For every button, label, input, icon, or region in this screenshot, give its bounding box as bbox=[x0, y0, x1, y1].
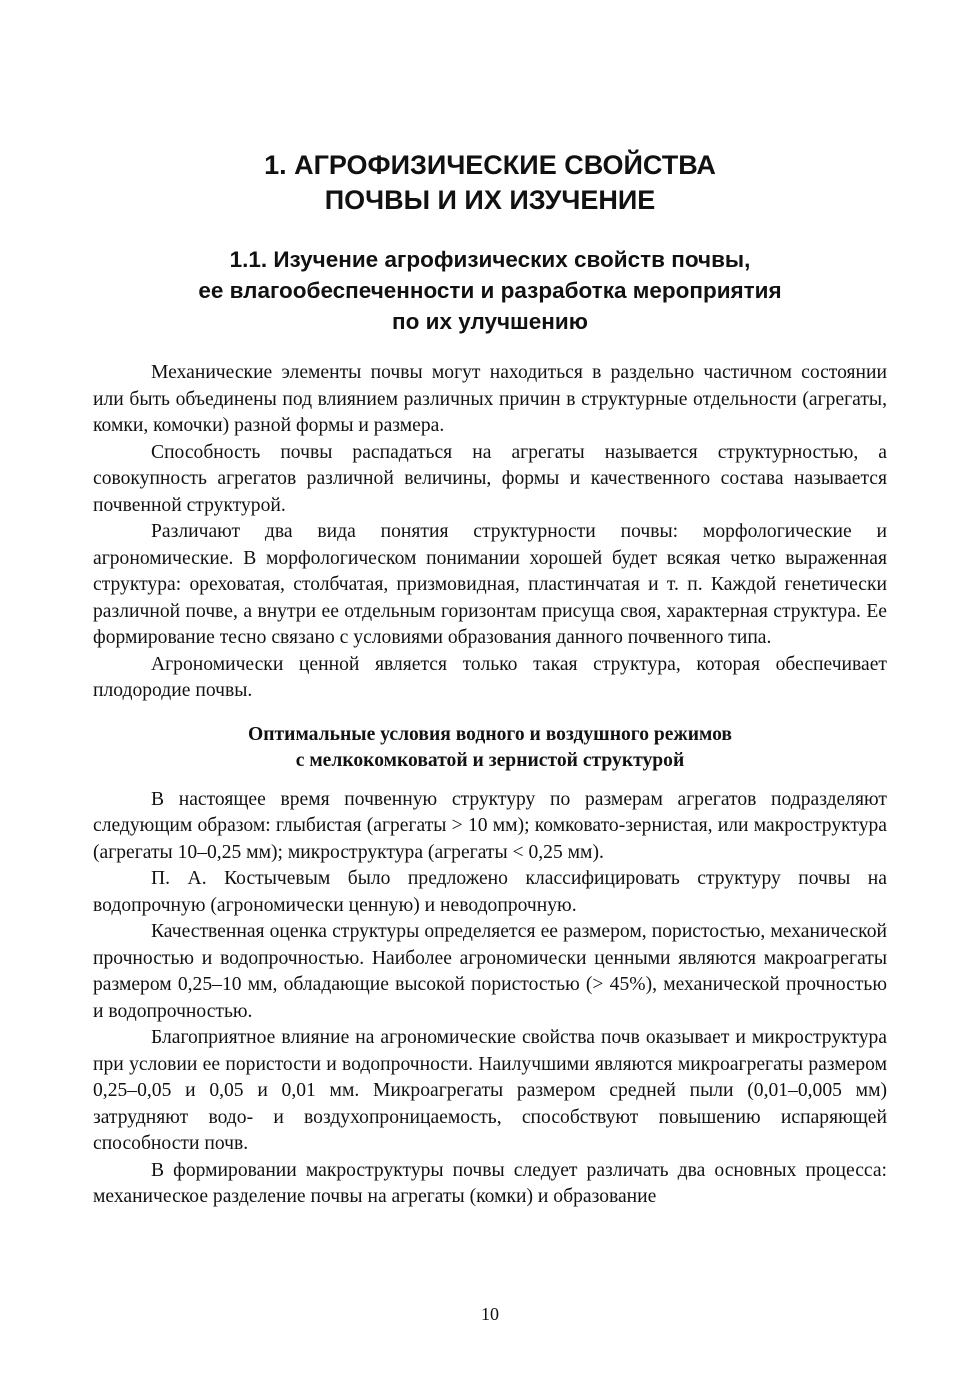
chapter-title-line: 1. АГРОФИЗИЧЕСКИЕ СВОЙСТВА bbox=[264, 150, 716, 180]
paragraph: Способность почвы распадаться на агрегаты называется структурностью, а совокупность агрегатов различной величины, формы и качественного состава называется почвенной структурой. bbox=[93, 441, 887, 516]
paragraph: Механические элементы почвы могут находиться в раздельно частичном состоянии или быть объединены под влиянием различных причин в структурные отдельности (агрегаты, комки, комочки) разной формы и размера. bbox=[93, 362, 887, 436]
paragraph: Агрономически ценной является только такая структура, которая обеспечивает плодородие почвы. bbox=[93, 653, 887, 701]
chapter-title bbox=[93, 148, 887, 218]
intro-text bbox=[93, 360, 887, 705]
paragraph: В формировании макроструктуры почвы следует различать два основных процесса: механическое разделение почвы на агрегаты (комки) и образование bbox=[93, 1159, 887, 1207]
subheading-line: Оптимальные условия водного и воздушного режимов bbox=[248, 723, 732, 745]
section-title-line: 1.1. Изучение агрофизических свойств почвы, bbox=[229, 247, 751, 272]
page-number: 10 bbox=[481, 1304, 499, 1324]
paragraph: В настоящее время почвенную структуру по размерам агрегатов подразделяют следующим образом: глыбистая (агрегаты > 10 мм); комковато-зернистая, или макроструктура (агрегаты 10–0,25 мм); микроструктура (агрегаты < 0,25 мм). bbox=[93, 788, 887, 863]
main-text bbox=[93, 787, 887, 1211]
chapter-title-line: ПОЧВЫ И ИХ ИЗУЧЕНИЕ bbox=[324, 185, 656, 215]
page-content bbox=[93, 148, 887, 1211]
paragraph: Благоприятное влияние на агрономические свойства почв оказывает и микроструктура при условии ее пористости и водопрочности. Наилучшими являются микроагрегаты размером 0,25–0,05 и 0,05 и 0,01 мм. Микроагрегаты размером средней пыли (0,01–0,005 мм) затрудняют водо- и воздухопроницаемость, способствуют повышению испаряющей способности почв. bbox=[93, 1027, 887, 1154]
subheading bbox=[93, 722, 887, 775]
paragraph: Различают два вида понятия структурности почвы: морфологические и агрономические. В морфологическом понимании хорошей будет всякая четко выраженная структура: ореховатая, столбчатая, призмовидная, пластинчатая и т. п. Каждой генетически различной почве, а внутри ее отдельным горизонтам присуща своя, характерная структура. Ее формирование тесно связано с условиями образования данного почвенного типа. bbox=[93, 521, 887, 648]
section-title-line: по их улучшению bbox=[392, 309, 588, 334]
section-title bbox=[93, 244, 887, 337]
section-title-line: ее влагообеспеченности и разработка мероприятия bbox=[198, 278, 782, 303]
subheading-line: с мелкокомковатой и зернистой структурой bbox=[295, 750, 685, 771]
paragraph: Качественная оценка структуры определяется ее размером, пористостью, механической прочностью и водопрочностью. Наиболее агрономически ценными являются макроагрегаты размером 0,25–10 мм, обладающие высокой пористостью (> 45%), механической прочностью и водопрочностью. bbox=[93, 921, 887, 1022]
paragraph: П. А. Костычевым было предложено классифицировать структуру почвы на водопрочную (агрономически ценную) и неводопрочную. bbox=[93, 868, 887, 916]
